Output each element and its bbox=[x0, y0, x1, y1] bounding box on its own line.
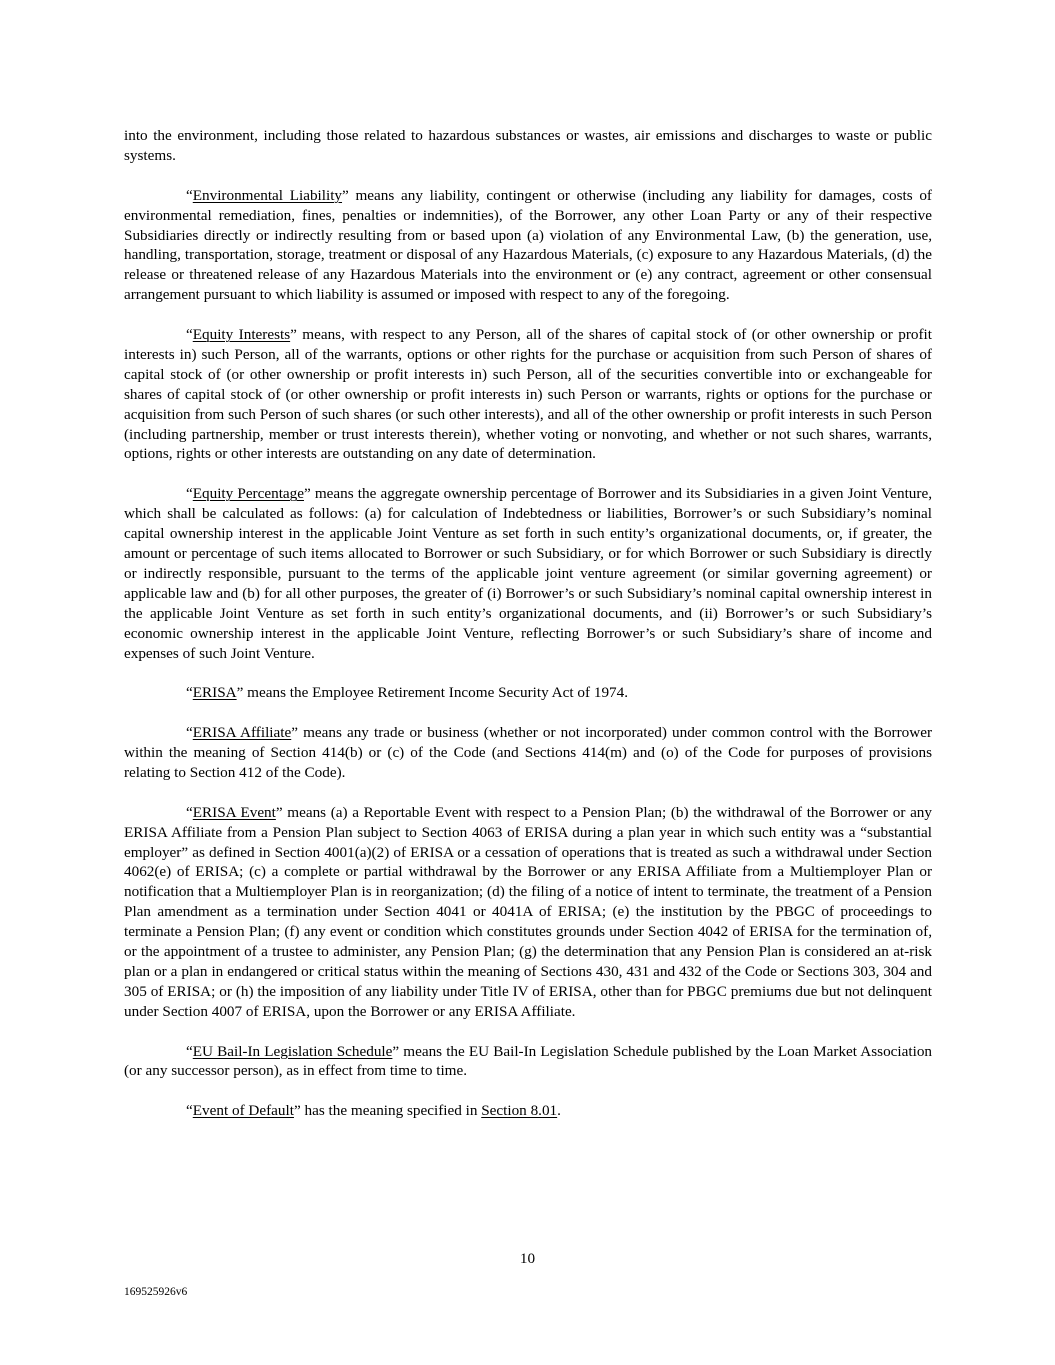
paragraph-environment-continuation: into the environment, including those related to hazardous substances or wastes, air emissions and discharges to waste or public systems. bbox=[124, 127, 932, 164]
defined-term-equity-percentage: Equity Percentage bbox=[192, 485, 304, 503]
defined-term-erisa: ERISA bbox=[192, 684, 237, 702]
definition-body: ” means, with respect to any Person, all of the shares of capital stock of (or other ownership or profit interests in) such Person, all of the warrants, options or other rights for the purchase or acquisition from such Person of shares of capital stock of (or other ownership or profit interests in) such Person, all of the securities convertible into or exchangeable for shares of capital stock of (or other ownership or profit interests in) such Person or warrants, rights or options for the purchase or acquisition from such Person of such shares (or such other interests), and all of the other ownership or profit interests in such Person (including partnership, member or trust interests therein), whether voting or nonvoting, and whether or not such shares, warrants, options, rights or other interests are outstanding on any date of determination. bbox=[124, 326, 933, 463]
defined-term-event-of-default: Event of Default bbox=[192, 1102, 294, 1120]
definition-event-of-default bbox=[124, 1101, 932, 1121]
defined-term-equity-interests: Equity Interests bbox=[192, 326, 291, 344]
open-quote: “ bbox=[186, 724, 193, 742]
definition-equity-interests bbox=[124, 325, 932, 464]
open-quote: “ bbox=[186, 1042, 193, 1060]
document-body bbox=[124, 126, 932, 1141]
defined-term-erisa-affiliate: ERISA Affiliate bbox=[192, 724, 292, 742]
defined-term-erisa-event: ERISA Event bbox=[192, 803, 276, 821]
open-quote: “ bbox=[186, 1102, 193, 1120]
definition-body: ” means any trade or business (whether or not incorporated) under common control with the Borrower within the meaning of Section 414(b) or (c) of the Code (and Sections 414(m) and (o) of the Code for purposes of provisions relating to Section 412 of the Code). bbox=[124, 724, 933, 781]
definition-tail: . bbox=[557, 1102, 561, 1120]
section-reference: Section 8.01 bbox=[481, 1102, 558, 1120]
definition-body: ” has the meaning specified in bbox=[293, 1102, 482, 1120]
definition-eu-bail-in-legislation-schedule bbox=[124, 1042, 932, 1082]
definition-environmental-liability bbox=[124, 186, 932, 305]
open-quote: “ bbox=[186, 326, 193, 344]
open-quote: “ bbox=[186, 485, 193, 503]
definition-erisa-event bbox=[124, 803, 932, 1022]
defined-term-environmental-liability: Environmental Liability bbox=[192, 186, 343, 204]
document-id: 169525926v6 bbox=[124, 1286, 188, 1298]
definition-erisa bbox=[124, 683, 932, 703]
definition-body: ” means the Employee Retirement Income Security Act of 1974. bbox=[236, 684, 629, 702]
open-quote: “ bbox=[186, 186, 193, 204]
definition-body: ” means any liability, contingent or otherwise (including any liability for damages, costs of environmental remediation, fines, penalties or indemnities), of the Borrower, any other Loan Party or any of their respective Subsidiaries directly or indirectly resulting from or based upon (a) violation of any Environmental Law, (b) the generation, use, handling, transportation, storage, treatment or disposal of any Hazardous Materials, (c) exposure to any Hazardous Materials, (d) the release or threatened release of any Hazardous Materials into the environment or (e) any contract, agreement or other consensual arrangement pursuant to which liability is assumed or imposed with respect to any of the foregoing. bbox=[124, 186, 932, 304]
definition-body: ” means the EU Bail-In Legislation Schedule published by the Loan Market Association (or any successor person), as in effect from time to time. bbox=[124, 1042, 933, 1080]
definition-equity-percentage bbox=[124, 484, 932, 663]
open-quote: “ bbox=[186, 803, 193, 821]
open-quote: “ bbox=[186, 684, 193, 702]
page-number: 10 bbox=[519, 1250, 536, 1267]
definition-erisa-affiliate bbox=[124, 723, 932, 783]
defined-term-eu-bail-in-legislation-schedule: EU Bail-In Legislation Schedule bbox=[192, 1042, 393, 1060]
definition-body: ” means (a) a Reportable Event with respect to a Pension Plan; (b) the withdrawal of the Borrower or any ERISA Affiliate from a Pension Plan subject to Section 4063 of ERISA during a plan year in which such entity was a “substantial employer” as defined in Section 4001(a)(2) of ERISA or a cessation of operations that is treated as such a withdrawal under Section 4062(e) of ERISA; (c) a complete or partial withdrawal by the Borrower or any ERISA Affiliate from a Multiemployer Plan or notification that a Multiemployer Plan is in reorganization; (d) the filing of a notice of intent to terminate, the treatment of a Pension Plan amendment as a termination under Section 4041 or 4041A of ERISA; (e) the institution by the PBGC of proceedings to terminate a Pension Plan; (f) any event or condition which constitutes grounds under Section 4042 of ERISA for the termination of, or the appointment of a trustee to administer, any Pension Plan; (g) the determination that any Pension Plan is considered an at-risk plan or a plan in endangered or critical status within the meaning of Sections 430, 431 and 432 of the Code or Sections 303, 304 and 305 of ERISA; or (h) the imposition of any liability under Title IV of ERISA, other than for PBGC premiums due but not delinquent under Section 4007 of ERISA, upon the Borrower or any ERISA Affiliate. bbox=[124, 803, 932, 1020]
definition-body: ” means the aggregate ownership percentage of Borrower and its Subsidiaries in a given Joint Venture, which shall be calculated as follows: (a) for calculation of Indebtedness or liabilities, Borrower’s or such Subsidiary’s nominal capital ownership interest in the applicable Joint Venture as set forth in such entity’s organizational documents, or, if greater, the amount or percentage of such items allocated to Borrower or such Subsidiary, or for which Borrower or such Subsidiary is directly or indirectly responsible, pursuant to the terms of the applicable joint venture agreement (or similar governing agreement) or applicable law and (b) for all other purposes, the greater of (i) Borrower’s or such Subsidiary’s nominal capital ownership interest in the applicable Joint Venture as set forth in such entity’s organizational documents, and (ii) Borrower’s or such Subsidiary’s economic ownership interest in the applicable Joint Venture, reflecting Borrower’s or such Subsidiary’s share of income and expenses of such Joint Venture. bbox=[124, 485, 932, 662]
